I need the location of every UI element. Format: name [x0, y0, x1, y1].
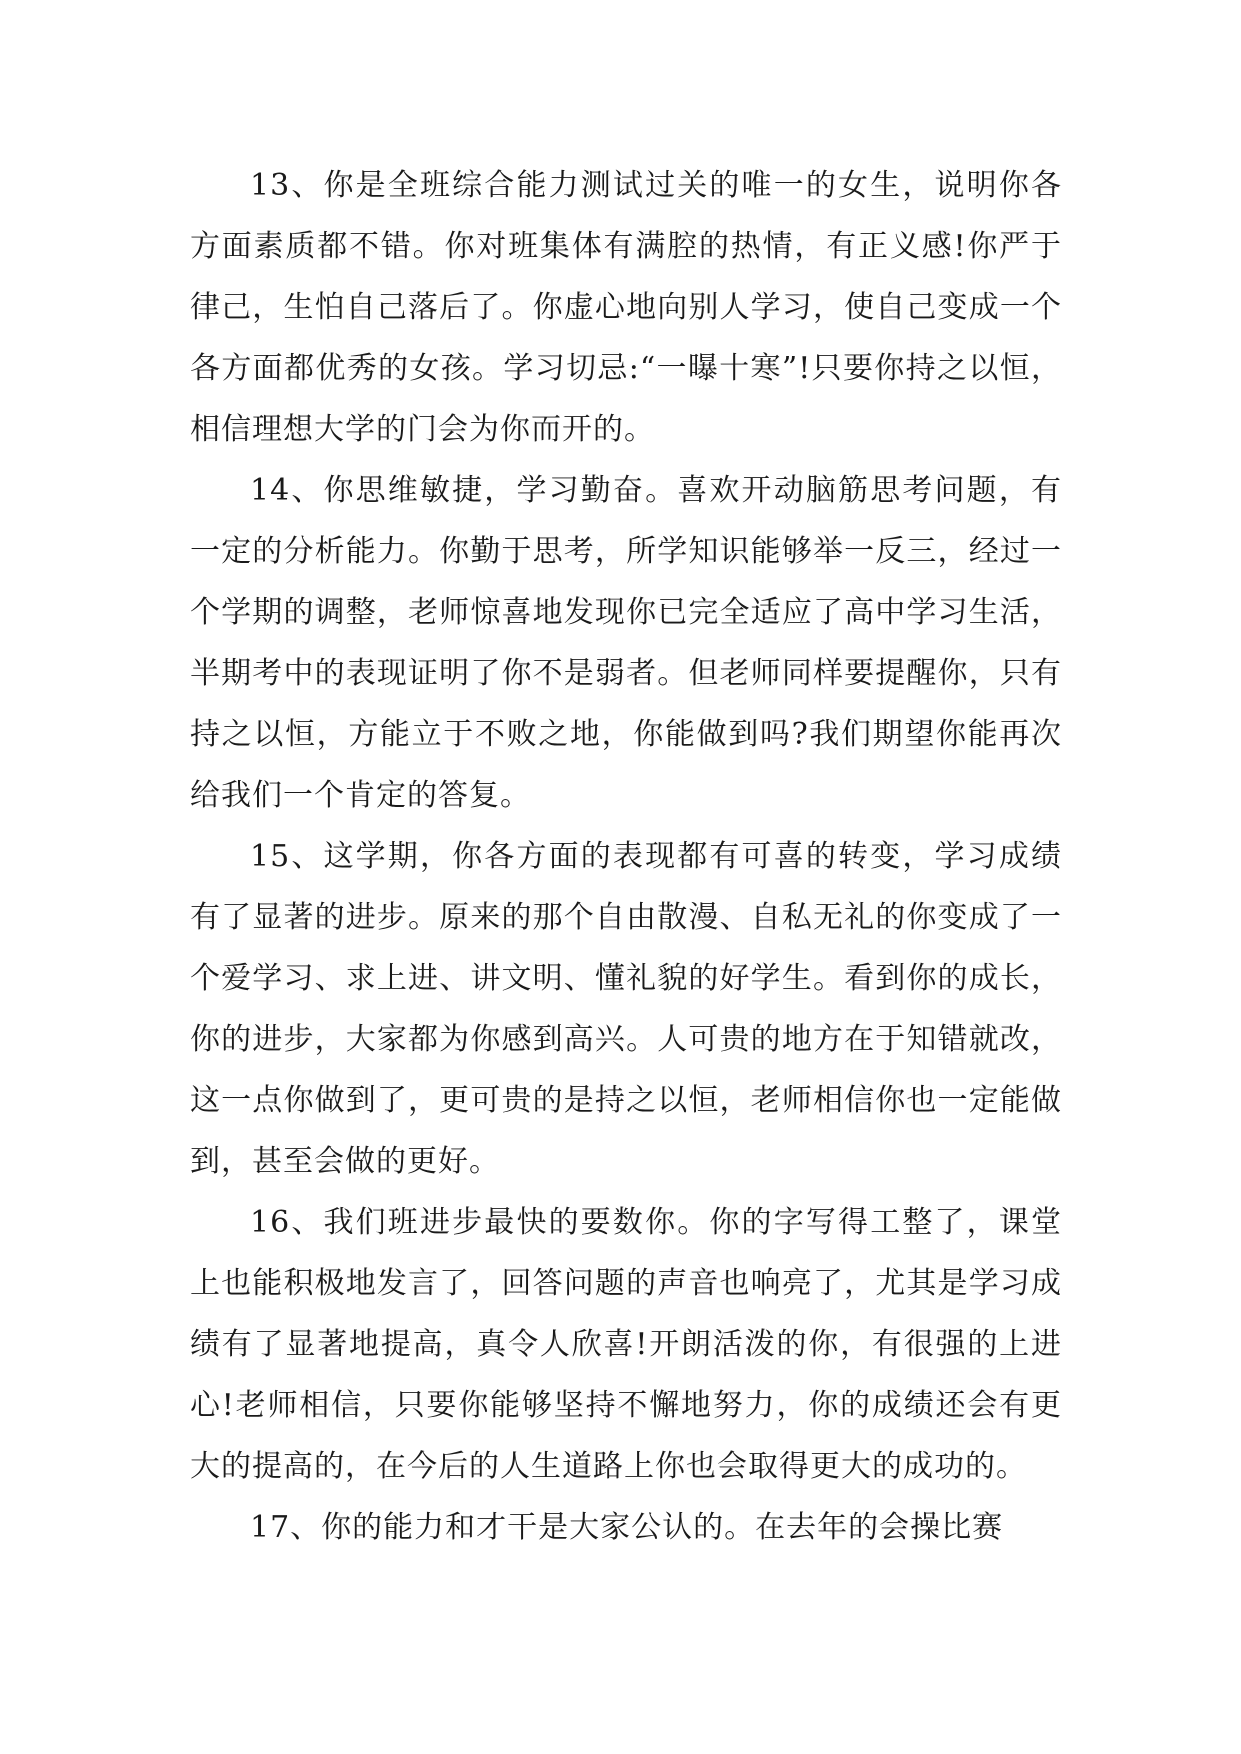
- paragraph-17: 17、你的能力和才干是大家公认的。在去年的会操比赛: [250, 1510, 1004, 1545]
- document-body: [190, 155, 1062, 1558]
- paragraph-16: 16、我们班进步最快的要数你。你的字写得工整了，课堂上也能积极地发言了，回答问题的声音也响亮了，尤其是学习成绩有了显著地提高，真令人欣喜!开朗活泼的你，有很强的上进心!老师相信，只要你能够坚持不懈地努力，你的成绩还会有更大的提高的，在今后的人生道路上你也会取得更大的成功的。: [190, 1205, 1062, 1484]
- paragraph-14: 14、你思维敏捷，学习勤奋。喜欢开动脑筋思考问题，有一定的分析能力。你勤于思考，所学知识能够举一反三，经过一个学期的调整，老师惊喜地发现你已完全适应了高中学习生活，半期考中的表现证明了你不是弱者。但老师同样要提醒你，只有持之以恒，方能立于不败之地，你能做到吗?我们期望你能再次给我们一个肯定的答复。: [190, 473, 1062, 813]
- paragraph-15: 15、这学期，你各方面的表现都有可喜的转变，学习成绩有了显著的进步。原来的那个自由散漫、自私无礼的你变成了一个爱学习、求上进、讲文明、懂礼貌的好学生。看到你的成长，你的进步，大家都为你感到高兴。人可贵的地方在于知错就改，这一点你做到了，更可贵的是持之以恒，老师相信你也一定能做到，甚至会做的更好。: [190, 839, 1062, 1179]
- paragraph-13: 13、你是全班综合能力测试过关的唯一的女生，说明你各方面素质都不错。你对班集体有满腔的热情，有正义感!你严于律己，生怕自己落后了。你虚心地向别人学习，使自己变成一个各方面都优秀的女孩。学习切忌:“一曝十寒”!只要你持之以恒，相信理想大学的门会为你而开的。: [190, 168, 1062, 447]
